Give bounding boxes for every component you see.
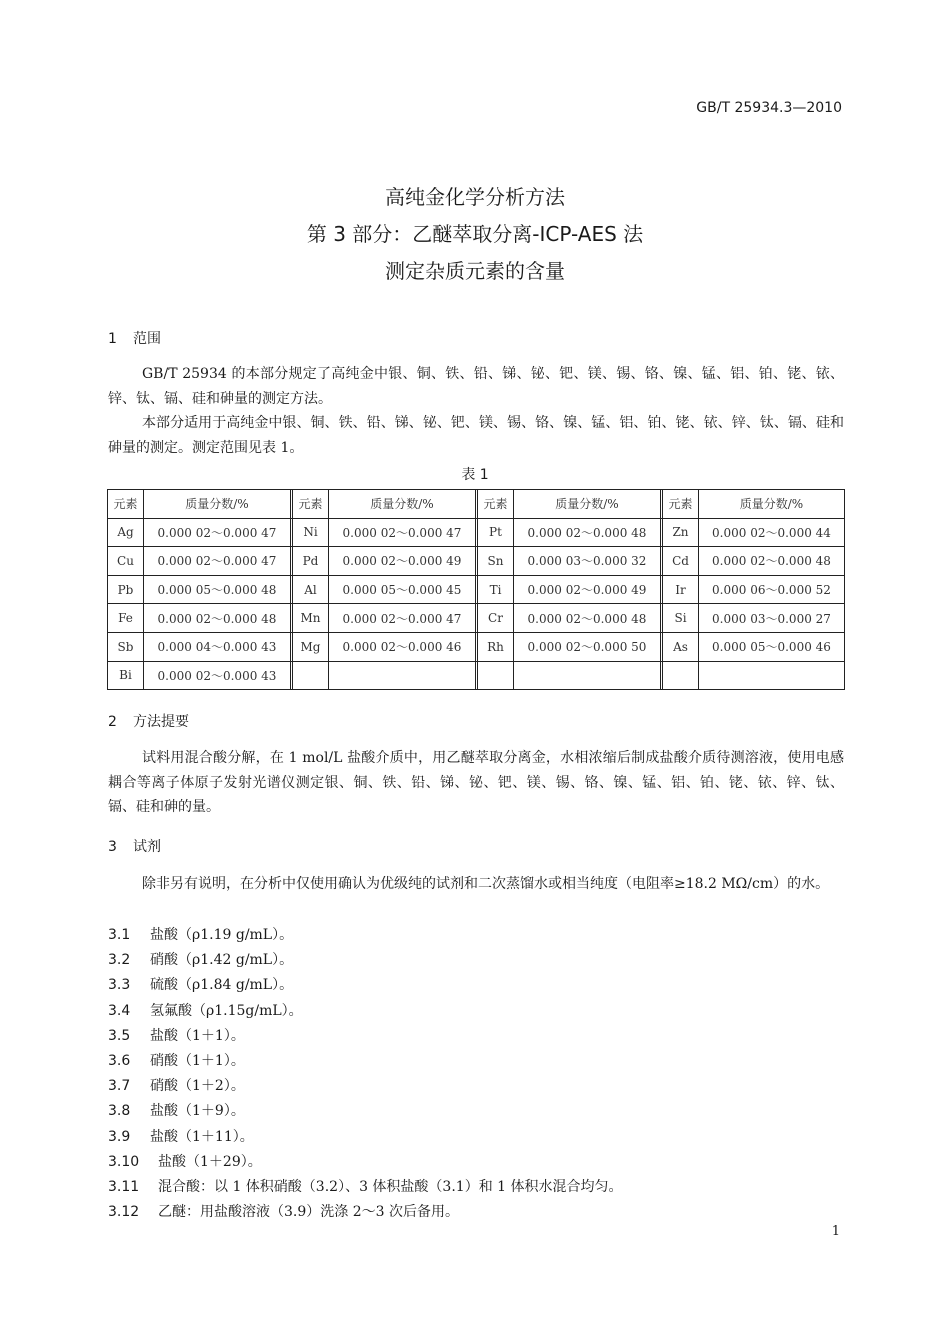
- title-line-2: 第 3 部分：乙醚萃取分离-ICP-AES 法: [306, 222, 644, 246]
- element-cell: [293, 661, 329, 690]
- reagent-item: [108, 1126, 254, 1146]
- fraction-cell: 0.000 02～0.000 47: [329, 604, 476, 633]
- table-row: [108, 547, 845, 576]
- fraction-cell: 0.000 02～0.000 44: [699, 518, 845, 547]
- element-cell: Cr: [478, 604, 514, 633]
- element-cell: [478, 661, 514, 690]
- reagent-number: 3.3: [108, 977, 131, 994]
- fraction-cell: 0.000 02～0.000 47: [329, 518, 476, 547]
- fraction-cell: 0.000 02～0.000 43: [144, 661, 291, 690]
- fraction-cell: 0.000 05～0.000 46: [699, 632, 845, 661]
- fraction-cell: [514, 661, 661, 690]
- fraction-cell: 0.000 02～0.000 49: [329, 547, 476, 576]
- fraction-cell: [699, 661, 845, 690]
- header-fraction: 质量分数/%: [329, 490, 476, 519]
- table-row: [108, 661, 845, 690]
- reagent-number: 3.10: [108, 1153, 140, 1170]
- element-cell: Ni: [293, 518, 329, 547]
- title-line-3: 测定杂质元素的含量: [385, 259, 565, 283]
- reagent-number: 3.5: [108, 1027, 131, 1044]
- header-element: 元素: [663, 490, 699, 519]
- fraction-cell: 0.000 04～0.000 43: [144, 632, 291, 661]
- section-2-heading: [108, 711, 189, 731]
- fraction-cell: 0.000 03～0.000 32: [514, 547, 661, 576]
- element-cell: Ti: [478, 575, 514, 604]
- reagent-number: 3.4: [108, 1002, 131, 1019]
- reagent-item: [108, 1000, 303, 1020]
- reagent-text: 盐酸（1＋29）。: [158, 1153, 262, 1170]
- section-2-paragraph: 试料用混合酸分解，在 1 mol/L 盐酸介质中，用乙醚萃取分离金，水相浓缩后制成盐酸介质待测溶液，使用电感耦合等离子体原子发射光谱仪测定银、铜、铁、铅、锑、铋、钯、镁、锡、铬、镍、锰、铝、铂、铑、铱、锌、钛、镉、硅和砷的量。: [108, 750, 844, 815]
- table-row: [108, 518, 845, 547]
- element-cell: Al: [293, 575, 329, 604]
- table-header-row: [108, 490, 845, 519]
- element-cell: Pt: [478, 518, 514, 547]
- reagent-text: 盐酸（1＋1）。: [150, 1027, 245, 1044]
- header-fraction: 质量分数/%: [514, 490, 661, 519]
- fraction-cell: 0.000 02～0.000 49: [514, 575, 661, 604]
- reagent-text: 氢氟酸（ρ1.15g/mL）。: [150, 1002, 303, 1019]
- fraction-cell: 0.000 02～0.000 48: [144, 604, 291, 633]
- standard-number: GB/T 25934.3—2010: [696, 100, 842, 116]
- fraction-cell: 0.000 03～0.000 27: [699, 604, 845, 633]
- section-number: 3: [108, 839, 117, 855]
- section-1-paragraph-1: GB/T 25934 的本部分规定了高纯金中银、铜、铁、铅、锑、铋、钯、镁、锡、铬、镍、锰、铝、铂、铑、铱、锌、钛、镉、硅和砷量的测定方法。: [108, 366, 844, 407]
- section-1-paragraph-2: 本部分适用于高纯金中银、铜、铁、铅、锑、铋、钯、镁、锡、铬、镍、锰、铝、铂、铑、铱、锌、钛、镉、硅和砷量的测定。测定范围见表 1。: [108, 415, 844, 456]
- element-cell: Si: [663, 604, 699, 633]
- header-fraction: 质量分数/%: [144, 490, 291, 519]
- element-cell: As: [663, 632, 699, 661]
- reagent-text: 乙醚：用盐酸溶液（3.9）洗涤 2～3 次后备用。: [158, 1204, 459, 1221]
- reagent-number: 3.1: [108, 927, 131, 943]
- fraction-cell: 0.000 02～0.000 48: [514, 604, 661, 633]
- table-row: [108, 604, 845, 633]
- reagent-item: [108, 1025, 245, 1045]
- table-row: [108, 575, 845, 604]
- reagent-text: 混合酸：以 1 体积硝酸（3.2）、3 体积盐酸（3.1）和 1 体积水混合均匀。: [158, 1179, 623, 1195]
- element-cell: Pb: [108, 575, 144, 604]
- fraction-cell: 0.000 02～0.000 50: [514, 632, 661, 661]
- header-element: 元素: [293, 490, 329, 519]
- fraction-cell: 0.000 06～0.000 52: [699, 575, 845, 604]
- fraction-cell: 0.000 02～0.000 47: [144, 547, 291, 576]
- element-cell: Fe: [108, 604, 144, 633]
- reagent-item: [108, 1176, 623, 1196]
- reagent-item: [108, 924, 293, 944]
- element-cell: Zn: [663, 518, 699, 547]
- reagent-number: 3.7: [108, 1078, 131, 1095]
- section-title: 方法提要: [133, 714, 189, 730]
- section-number: 2: [108, 714, 117, 730]
- header-fraction: 质量分数/%: [699, 490, 845, 519]
- reagent-item: [108, 1050, 245, 1070]
- header-element: 元素: [108, 490, 144, 519]
- element-cell: Mg: [293, 632, 329, 661]
- reagent-number: 3.12: [108, 1204, 140, 1221]
- reagent-number: 3.9: [108, 1128, 131, 1145]
- reagent-item: [108, 974, 293, 994]
- table-caption: 表 1: [461, 467, 489, 483]
- reagent-text: 硝酸（1＋2）。: [150, 1078, 245, 1095]
- element-cell: Mn: [293, 604, 329, 633]
- reagent-item: [108, 1100, 245, 1120]
- element-cell: Ag: [108, 518, 144, 547]
- reagent-text: 盐酸（ρ1.19 g/mL）。: [150, 927, 294, 943]
- reagent-text: 盐酸（1＋11）。: [150, 1128, 254, 1145]
- section-title: 范围: [133, 331, 161, 347]
- section-3-heading: [108, 836, 161, 856]
- element-cell: Cu: [108, 547, 144, 576]
- reagent-number: 3.11: [108, 1179, 140, 1195]
- fraction-cell: [329, 661, 476, 690]
- element-cell: [663, 661, 699, 690]
- header-element: 元素: [478, 490, 514, 519]
- reagent-text: 盐酸（1＋9）。: [150, 1103, 245, 1120]
- section-3-paragraph: 除非另有说明，在分析中仅使用确认为优级纯的试剂和二次蒸馏水或相当纯度（电阻率≥18.2 MΩ/cm）的水。: [142, 876, 830, 892]
- element-cell: Ir: [663, 575, 699, 604]
- fraction-cell: 0.000 02～0.000 48: [699, 547, 845, 576]
- reagent-number: 3.8: [108, 1103, 131, 1120]
- reagent-text: 硫酸（ρ1.84 g/mL）。: [150, 977, 294, 994]
- fraction-cell: 0.000 05～0.000 45: [329, 575, 476, 604]
- section-1-heading: [108, 328, 161, 348]
- page-number: 1: [831, 1224, 840, 1239]
- section-title: 试剂: [133, 839, 161, 855]
- element-cell: Sn: [478, 547, 514, 576]
- reagent-text: 硝酸（ρ1.42 g/mL）。: [150, 952, 294, 969]
- reagent-item: [108, 949, 293, 969]
- range-table: [107, 489, 845, 690]
- reagent-item: [108, 1151, 262, 1171]
- element-cell: Cd: [663, 547, 699, 576]
- element-cell: Rh: [478, 632, 514, 661]
- reagent-item: [108, 1075, 245, 1095]
- reagent-item: [108, 1201, 459, 1221]
- table-row: [108, 632, 845, 661]
- fraction-cell: 0.000 02～0.000 48: [514, 518, 661, 547]
- element-cell: Bi: [108, 661, 144, 690]
- title-line-1: 高纯金化学分析方法: [385, 185, 565, 209]
- reagent-text: 硝酸（1＋1）。: [150, 1053, 245, 1069]
- reagent-number: 3.2: [108, 952, 131, 969]
- fraction-cell: 0.000 05～0.000 48: [144, 575, 291, 604]
- reagent-number: 3.6: [108, 1053, 131, 1069]
- section-number: 1: [108, 331, 117, 347]
- fraction-cell: 0.000 02～0.000 46: [329, 632, 476, 661]
- fraction-cell: 0.000 02～0.000 47: [144, 518, 291, 547]
- element-cell: Pd: [293, 547, 329, 576]
- element-cell: Sb: [108, 632, 144, 661]
